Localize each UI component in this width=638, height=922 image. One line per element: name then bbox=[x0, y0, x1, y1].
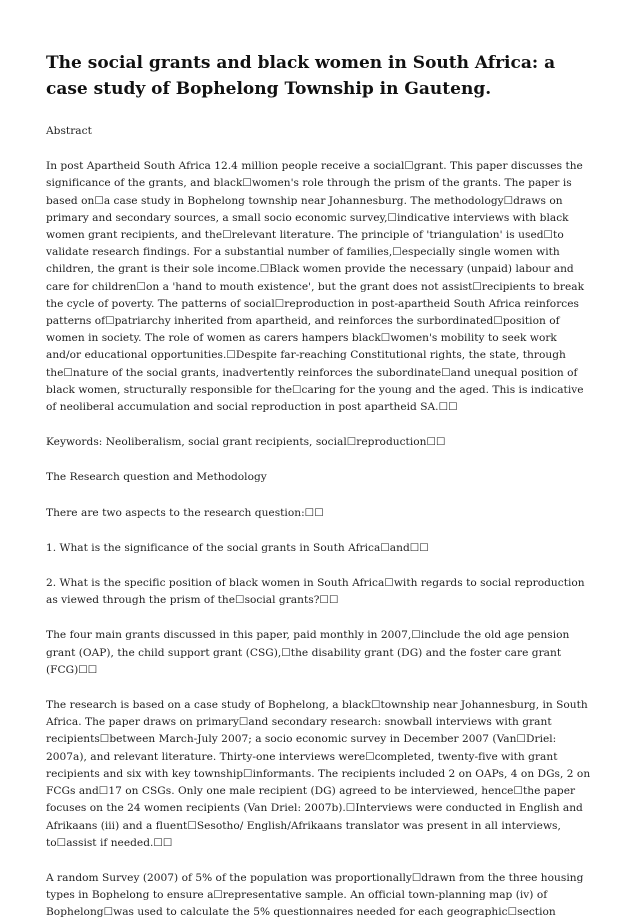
abstract-paragraph: In post Apartheid South Africa 12.4 million people receive a social☐grant. This paper discusses the significance of the grants, and black☐women's role through the prism of the grants. The paper is based on☐a case study in Bophelong township near Johannesburg. The methodology☐draws on primary and secondary sources, a small socio economic survey,☐indicative interviews with black women grant recipients, and the☐relevant literature. The principle of 'triangulation' is used☐to validate research findings. For a substantial number of families,☐especially single women with children, the grant is their sole income.☐Black women provide the necessary (unpaid) labour and care for children☐on a 'hand to mouth existence', but the grant does not assist☐recipients to break the cycle of poverty. The patterns of social☐reproduction in post-apartheid South Africa reinforces patterns of☐patriarchy inherited from apartheid, and reinforces the surbordinated☐position of women in society. The role of women as carers hampers black☐women's mobility to seek work and/or educational opportunities.☐Despite far-reaching Constitutional rights, the state, through the☐nature of the social grants, inadvertently reinforces the subordinate☐and unequal position of black women, structurally responsible for the☐caring for the young and the aged. This is indicative of neoliberal accumulation and social reproduction in post apartheid SA.☐☐ bbox=[46, 160, 585, 414]
research-question-2: 2. What is the specific position of black women in South Africa☐with regards to social reproduction as viewed through the prism of the☐social grants?☐☐ bbox=[46, 577, 585, 607]
document-body bbox=[46, 123, 594, 922]
section-heading: The Research question and Methodology bbox=[46, 471, 267, 484]
research-question-1: 1. What is the significance of the social grants in South Africa☐and☐☐ bbox=[46, 541, 429, 554]
survey-paragraph: A random Survey (2007) of 5% of the population was proportionally☐drawn from the three housing types in Bophelong to ensure a☐representative sample. An official town-planning map (iv) of Bophelong☐was used to calculate the 5% questionnaires needed for each geographic☐section bbox=[46, 871, 584, 919]
keywords-paragraph: Keywords: Neoliberalism, social grant recipients, social☐reproduction☐☐ bbox=[46, 436, 446, 449]
aspects-intro-paragraph: There are two aspects to the research question:☐☐ bbox=[46, 506, 324, 519]
research-paragraph: The research is based on a case study of Bophelong, a black☐township near Johannesburg, in South Africa. The paper draws on primary☐and secondary research: snowball interviews with grant recipients☐between March-July 2007; a socio economic survey in December 2007 (Van☐Driel: 2007a), and relevant literature. Thirty-one interviews were☐completed, twenty-five with grant recipients and six with key township☐informants. The recipients included 2 on OAPs, 4 on DGs, 2 on FCGs and☐17 on CSGs. Only one male recipient (DG) agreed to be interviewed, hence☐the paper focuses on the 24 women recipients (Van Driel: 2007b).☐Interviews were conducted in English and Afrikaans (iii) and a fluent☐Sesotho/ English/Afrikaans translator was present in all interviews, to☐assist if needed.☐☐ bbox=[46, 699, 591, 849]
page-title: The social grants and black women in South Africa: a case study of Bophelong Township in Gauteng. bbox=[46, 53, 556, 99]
grants-paragraph: The four main grants discussed in this paper, paid monthly in 2007,☐include the old age pension grant (OAP), the child support grant (CSG),☐the disability grant (DG) and the foster care grant (FCG)☐☐ bbox=[46, 629, 570, 676]
abstract-heading: Abstract bbox=[46, 125, 92, 137]
